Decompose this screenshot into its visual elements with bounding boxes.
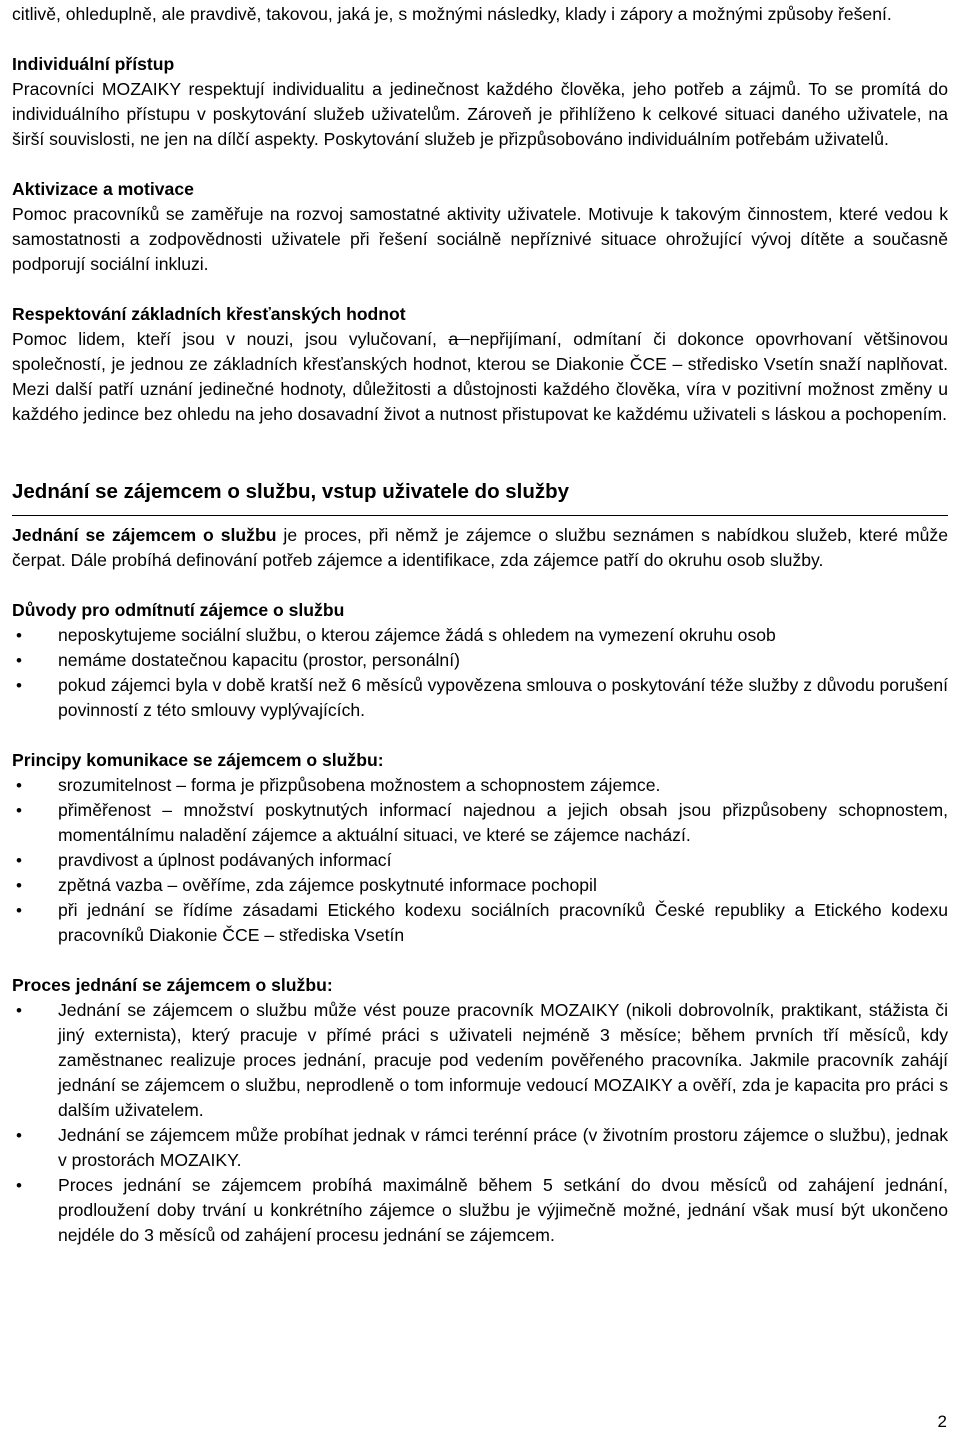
bullet-icon: • xyxy=(16,876,22,895)
christian-values-strike: a xyxy=(448,329,470,349)
process-title: Proces jednání se zájemcem o službu: xyxy=(12,975,333,995)
section-lead-rest: je proces, při němž je zájemce o službu seznámen s nabídkou služeb, které může čerpat. Dále probíhá definování potřeb zájemce a identifikace, zda zájemce patří do okruhu osob služby. xyxy=(12,525,948,570)
christian-values-text-part-b: nepřijímaní, odmítaní či dokonce opovrhovaní většinovou společností, je jednou ze základních křesťanských hodnot, kterou se Diakonie ČCE – středisko Vsetín snaží naplňovat. Mezi další patří uznání jedinečné hodnoty, důležitosti a důstojnosti každého člověka, víra v pozitivní možnost změny u každého jedince bez ohledu na jeho dosavadní život a nutnost přistupovat ke každému uživateli s láskou a pochopením. xyxy=(12,329,948,424)
individual-approach-text: Pracovníci MOZAIKY respektují individualitu a jedinečnost každého člověka, jeho potřeb a zájmů. To se promítá do individuálního přístupu v poskytování služeb uživatelům. Zároveň je přihlíženo k celkové situaci daného uživatele, na širší souvislosti, ne jen na dílčí aspekty. Poskytování služeb je přizpůsobováno individuálním potřebám uživatelů. xyxy=(12,79,948,149)
activation-text: Pomoc pracovníků se zaměřuje na rozvoj samostatné aktivity uživatele. Motivuje k takovým činnostem, které vedou k samostatnosti a zodpovědnosti uživatele při řešení sociálně nepříznivé situace ohrožující vývoj dítěte a současně podporují sociální inkluzi. xyxy=(12,204,948,274)
activation-title: Aktivizace a motivace xyxy=(12,179,194,199)
list-item: • pravdivost a úplnost podávaných informací xyxy=(12,848,948,873)
list-item: • nemáme dostatečnou kapacitu (prostor, personální) xyxy=(12,648,948,673)
bullet-icon: • xyxy=(16,801,22,820)
bullet-icon: • xyxy=(16,626,22,645)
list-item: • přiměřenost – množství poskytnutých informací najednou a jejich obsah jsou přizpůsobeny schopnostem, momentálnímu naladění zájemce a aktuální situaci, ve které se zájemce nachází. xyxy=(12,798,948,848)
reasons-list xyxy=(12,623,948,723)
reasons-title: Důvody pro odmítnutí zájemce o službu xyxy=(12,600,345,620)
bullet-icon: • xyxy=(16,1001,22,1020)
list-item: • Proces jednání se zájemcem probíhá maximálně během 5 setkání do dvou měsíců od zahájení jednání, prodloužení doby trvání u konkrétního zájemce o službu je výjimečně možné, jednání však musí být ukončeno nejdéle do 3 měsíců od zahájení procesu jednání se zájemcem. xyxy=(12,1173,948,1248)
bullet-icon: • xyxy=(16,776,22,795)
bullet-icon: • xyxy=(16,901,22,920)
principles-list xyxy=(12,773,948,948)
bullet-icon: • xyxy=(16,1126,22,1145)
list-item: • zpětná vazba – ověříme, zda zájemce poskytnuté informace pochopil xyxy=(12,873,948,898)
bullet-icon: • xyxy=(16,1176,22,1195)
page-number: 2 xyxy=(937,1412,947,1431)
section-lead-paragraph xyxy=(12,523,948,573)
bullet-icon: • xyxy=(16,851,22,870)
intro-paragraph: citlivě, ohleduplně, ale pravdivě, takovou, jaká je, s možnými následky, klady i zápory a možnými způsoby řešení. xyxy=(12,4,892,24)
section-lead-bold: Jednání se zájemcem o službu xyxy=(12,525,277,545)
list-item: • srozumitelnost – forma je přizpůsobena možnostem a schopnostem zájemce. xyxy=(12,773,948,798)
list-item: • neposkytujeme sociální službu, o kterou zájemce žádá s ohledem na vymezení okruhu osob xyxy=(12,623,948,648)
process-list xyxy=(12,998,948,1248)
list-item: • při jednání se řídíme zásadami Etického kodexu sociálních pracovníků České republiky a Etického kodexu pracovníků Diakonie ČCE – střediska Vsetín xyxy=(12,898,948,948)
section-heading: Jednání se zájemcem o službu, vstup uživatele do služby xyxy=(12,477,948,516)
list-item: • Jednání se zájemcem může probíhat jednak v rámci terénní práce (v životním prostoru zájemce o službu), jednak v prostorách MOZAIKY. xyxy=(12,1123,948,1173)
list-item: • pokud zájemci byla v době kratší než 6 měsíců vypovězena smlouva o poskytování téže služby z důvodu porušení povinností z této smlouvy vyplývajících. xyxy=(12,673,948,723)
list-item: • Jednání se zájemcem o službu může vést pouze pracovník MOZAIKY (nikoli dobrovolník, praktikant, stážista či jiný externista), který pracuje v přímé práci s uživateli nejméně 3 měsíce; během prvních tří měsíců, kdy zaměstnanec realizuje proces jednání, pracuje pod vedením pověřeného pracovníka. Jakmile pracovník zahájí jednání se zájemcem o službu, neprodleně o tom informuje vedoucí MOZAIKY a ověří, zda je kapacita pro práci s dalším uživatelem. xyxy=(12,998,948,1123)
christian-values-text-part-a: Pomoc lidem, kteří jsou v nouzi, jsou vylučovaní, xyxy=(12,329,449,349)
individual-approach-title: Individuální přístup xyxy=(12,54,175,74)
bullet-icon: • xyxy=(16,676,22,695)
christian-values-title: Respektování základních křesťanských hodnot xyxy=(12,304,406,324)
christian-values-text xyxy=(12,327,948,427)
document-page xyxy=(12,2,948,1248)
principles-title: Principy komunikace se zájemcem o službu: xyxy=(12,750,384,770)
bullet-icon: • xyxy=(16,651,22,670)
